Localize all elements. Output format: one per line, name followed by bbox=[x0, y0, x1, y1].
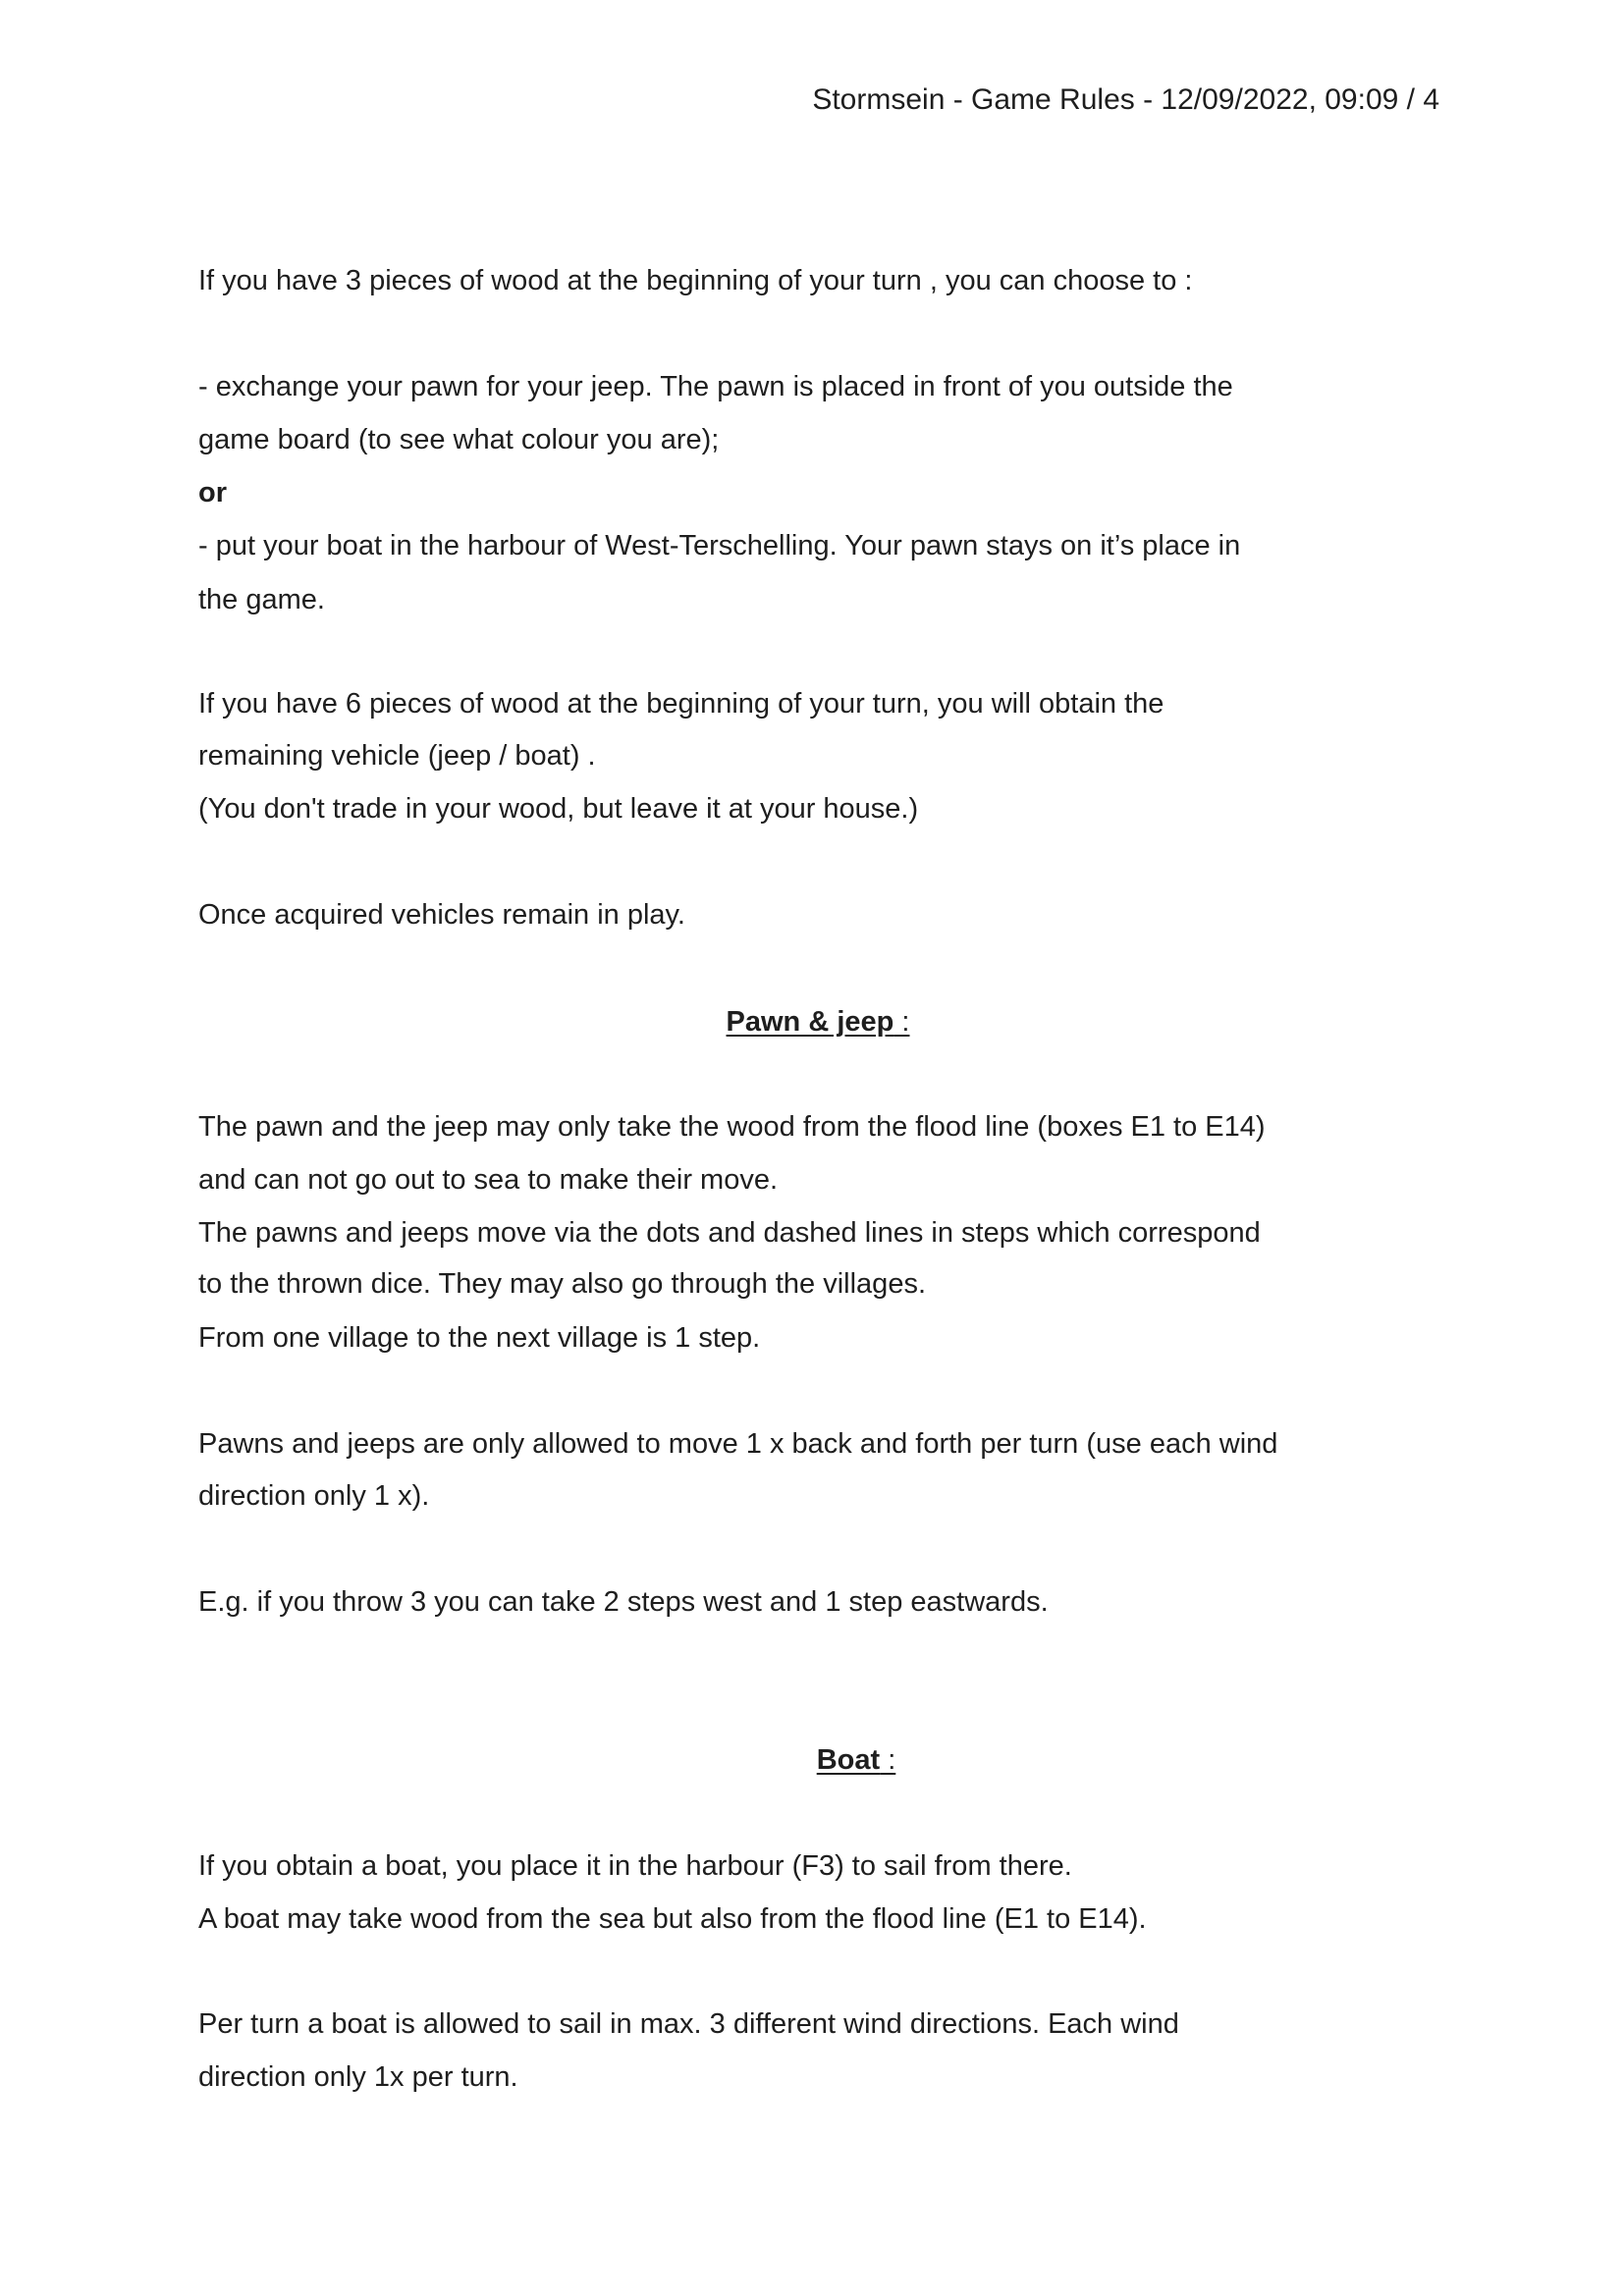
option-1-cont: game board (to see what colour you are); bbox=[198, 424, 720, 455]
pawn-text: Pawns and jeeps are only allowed to move 1 x back and forth per turn (use each wind bbox=[198, 1428, 1278, 1460]
boat-text: A boat may take wood from the sea but also from the flood line (E1 to E14). bbox=[198, 1903, 1147, 1935]
six-wood-note: (You don't trade in your wood, but leave it at your house.) bbox=[198, 793, 919, 825]
boat-heading-text: Boat bbox=[816, 1744, 881, 1776]
pawn-text: to the thrown dice. They may also go through the villages. bbox=[198, 1268, 927, 1300]
vehicles-remain-text: Once acquired vehicles remain in play. bbox=[198, 899, 685, 931]
heading-colon: : bbox=[880, 1744, 896, 1776]
six-wood-text: If you have 6 pieces of wood at the beginning of your turn, you will obtain the bbox=[198, 688, 1164, 720]
pawn-example: E.g. if you throw 3 you can take 2 steps west and 1 step eastwards. bbox=[198, 1586, 1049, 1618]
or-label: or bbox=[198, 477, 227, 508]
pawn-text: and can not go out to sea to make their move. bbox=[198, 1164, 779, 1196]
option-2-cont: the game. bbox=[198, 584, 325, 615]
intro-text: If you have 3 pieces of wood at the beginning of your turn , you can choose to : bbox=[198, 265, 1193, 296]
option-2: - put your boat in the harbour of West-Terschelling. Your pawn stays on it’s place in bbox=[198, 530, 1241, 561]
pawn-text: The pawn and the jeep may only take the wood from the flood line (boxes E1 to E14) bbox=[198, 1111, 1266, 1143]
pawn-jeep-heading-text: Pawn & jeep bbox=[726, 1006, 894, 1038]
pawn-jeep-heading bbox=[727, 995, 910, 1048]
page-header: Stormsein - Game Rules - 12/09/2022, 09:09 / 4 bbox=[812, 83, 1439, 116]
pawn-text: The pawns and jeeps move via the dots and dashed lines in steps which correspond bbox=[198, 1217, 1261, 1249]
pawn-text: direction only 1 x). bbox=[198, 1480, 430, 1512]
six-wood-text-cont: remaining vehicle (jeep / boat) . bbox=[198, 740, 596, 772]
pawn-text: From one village to the next village is 1 step. bbox=[198, 1322, 761, 1354]
boat-text: direction only 1x per turn. bbox=[198, 2061, 518, 2093]
boat-text: Per turn a boat is allowed to sail in max. 3 different wind directions. Each wind bbox=[198, 2008, 1179, 2040]
boat-text: If you obtain a boat, you place it in the harbour (F3) to sail from there. bbox=[198, 1850, 1072, 1882]
heading-colon: : bbox=[893, 1006, 910, 1038]
option-1: - exchange your pawn for your jeep. The pawn is placed in front of you outside the bbox=[198, 371, 1233, 402]
boat-heading bbox=[817, 1734, 896, 1787]
